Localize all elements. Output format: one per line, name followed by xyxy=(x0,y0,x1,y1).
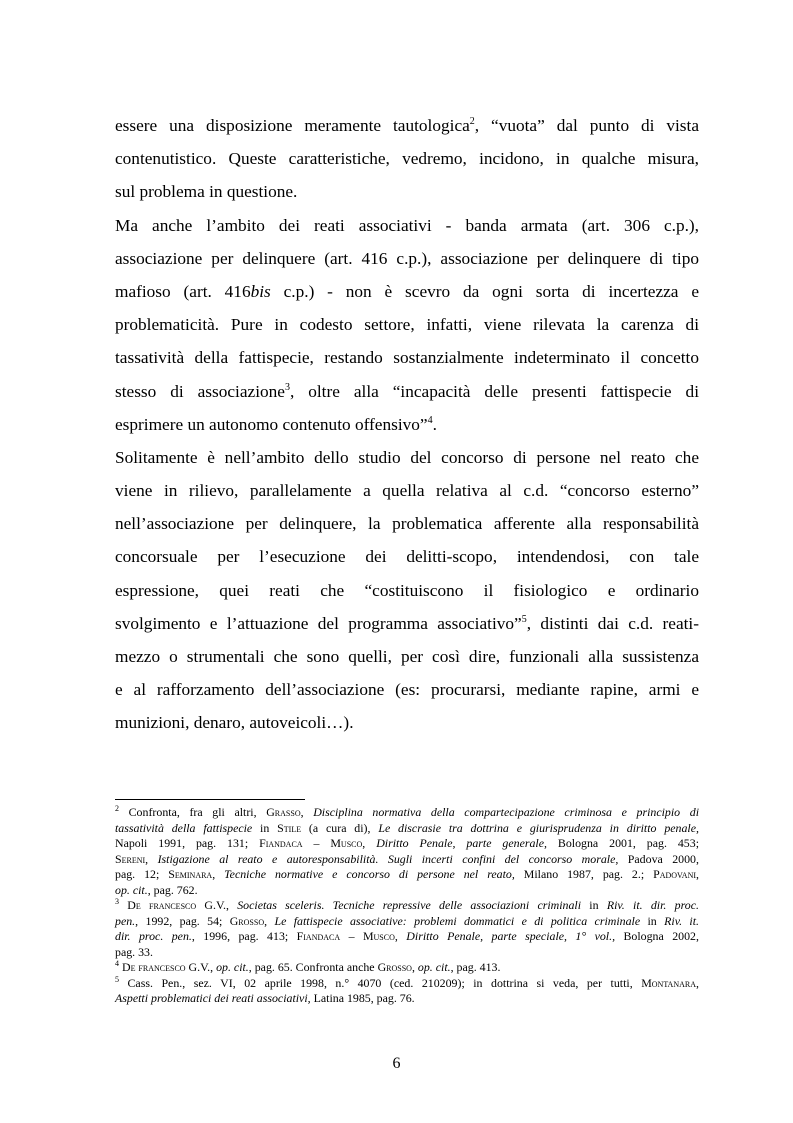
text-line xyxy=(115,109,699,142)
main-text xyxy=(115,109,699,740)
text-segment: in xyxy=(640,913,665,928)
text-segment: Tecniche normative e concorso di persone nel reato, xyxy=(224,867,515,881)
text-segment: dir. proc. pen. xyxy=(115,929,192,943)
text-segment: , xyxy=(362,836,377,850)
text-segment: , “vuota” dal punto di vista xyxy=(474,116,700,135)
text-segment: , xyxy=(145,851,158,866)
text-line xyxy=(115,275,699,308)
text-line xyxy=(115,175,699,208)
footnote-line xyxy=(115,991,699,1007)
footnote-line xyxy=(115,929,699,945)
text-segment: , pag. 413. xyxy=(450,960,501,974)
text-segment: , xyxy=(300,805,314,819)
footnote-marker: 2 xyxy=(115,804,119,814)
text-segment: Confronta, fra gli altri, xyxy=(119,805,267,819)
text-segment: De francesco xyxy=(127,898,197,912)
text-segment: Solitamente è nell’ambito dello studio del concorso di persone nel reato che xyxy=(115,447,699,467)
text-segment: Bologna 2001, pag. 453; xyxy=(546,836,699,850)
text-segment: svolgimento e l’attuazione del programma associativo” xyxy=(115,613,522,633)
text-segment: Grosso xyxy=(229,913,265,928)
text-segment: Stile xyxy=(277,820,302,835)
text-segment: Diritto Penale, parte speciale, 1° vol., xyxy=(406,929,616,943)
text-line xyxy=(115,706,699,739)
text-segment: , xyxy=(411,960,418,974)
text-line xyxy=(115,375,699,408)
text-segment: pag. 12; xyxy=(115,867,169,881)
text-segment: , xyxy=(696,975,699,990)
text-segment: Cass. Pen., sez. VI, 02 aprile 1998, n.° 4070 (ced. 210209); in dottrina si veda, per tutti, xyxy=(119,975,642,990)
text-segment: Grasso xyxy=(266,805,301,819)
text-segment: mezzo o strumentali che sono quelli, per così dire, funzionali alla sussistenza xyxy=(115,647,699,666)
text-segment: Latina 1985, pag. 76. xyxy=(310,991,415,1005)
text-line xyxy=(115,673,699,706)
text-segment: op. cit. xyxy=(216,960,249,974)
text-segment: stesso di associazione xyxy=(115,381,285,401)
text-segment: , pag. 65. Confronta anche xyxy=(248,960,378,974)
footnote-line xyxy=(115,821,699,837)
text-segment: in xyxy=(581,898,607,912)
text-line xyxy=(115,441,699,474)
text-line xyxy=(115,408,699,441)
text-line xyxy=(115,474,699,507)
text-segment: contenutistico. Queste caratteristiche, vedremo, incidono, in qualche misura, xyxy=(115,149,699,169)
footnote-marker: 2 xyxy=(469,116,475,128)
text-line xyxy=(115,574,699,607)
text-segment: Napoli 1991, pag. 131; xyxy=(115,836,260,850)
text-line xyxy=(115,640,699,673)
text-segment: Milano 1987, pag. 2.; xyxy=(514,867,654,881)
text-line xyxy=(115,308,699,341)
text-line xyxy=(115,142,699,175)
text-segment: Diritto Penale, parte generale, xyxy=(376,836,547,850)
text-segment: , 1992, pag. 54; xyxy=(135,913,230,928)
page-number: 6 xyxy=(392,1055,401,1072)
footnote-separator xyxy=(115,799,305,800)
footnotes xyxy=(115,805,699,1007)
text-segment: , xyxy=(394,929,407,943)
text-segment: (a cura di), xyxy=(301,820,379,835)
text-segment: Montanara xyxy=(641,975,697,990)
text-line xyxy=(115,507,699,540)
text-segment: Ma anche l’ambito dei reati associativi - banda armata (art. 306 c.p.), xyxy=(115,215,699,235)
text-segment: Istigazione al reato e autoresponsabilità. Sugli incerti confini del concorso morale, xyxy=(157,851,619,866)
text-segment: c.p.) - non è scevro da ogni sorta di incertezza e xyxy=(270,281,699,301)
text-segment: , pag. 762. xyxy=(147,882,198,897)
footnote-marker: 4 xyxy=(427,414,433,426)
text-segment: , distinti dai c.d. reati- xyxy=(526,613,699,633)
text-segment: Bologna 2002, xyxy=(615,929,699,943)
text-segment: associazione per delinquere (art. 416 c.p.), associazione per delinquere di tipo xyxy=(115,248,699,268)
text-segment: Riv. it. xyxy=(664,913,700,928)
footnote-marker: 5 xyxy=(115,974,119,984)
footnote-marker: 3 xyxy=(115,897,119,907)
footnote-marker: 5 xyxy=(521,614,527,626)
text-line xyxy=(115,341,699,374)
text-segment: sul problema in questione. xyxy=(115,182,298,202)
text-segment: Societas sceleris. Tecniche repressive delle associazioni criminali xyxy=(237,898,582,912)
text-line xyxy=(115,242,699,275)
text-segment: pen. xyxy=(115,913,136,928)
footnote-line xyxy=(115,836,699,852)
text-line xyxy=(115,209,699,242)
text-segment: G.V., xyxy=(196,898,238,912)
text-segment: Padovani xyxy=(653,867,697,881)
text-segment: Grosso xyxy=(377,960,412,974)
text-segment: . xyxy=(432,414,437,434)
text-segment: Seminara xyxy=(168,867,213,881)
footnote-line xyxy=(115,867,699,883)
footnote-line xyxy=(115,960,699,976)
text-segment: pag. 33. xyxy=(115,944,153,959)
text-segment: e al rafforzamento dell’associazione (es: procurarsi, mediante rapine, armi e xyxy=(115,680,699,700)
text-segment: mafioso (art. 416 xyxy=(115,281,251,301)
footnote-marker: 4 xyxy=(115,959,119,969)
text-segment: Fiandaca – Musco xyxy=(259,836,363,850)
footnote-marker: 3 xyxy=(284,381,290,393)
text-segment: De francesco xyxy=(121,960,186,974)
footnote-line xyxy=(115,976,699,992)
footnote-line xyxy=(115,898,699,914)
footnote-line xyxy=(115,805,699,821)
text-segment: in xyxy=(252,820,278,835)
text-segment: munizioni, denaro, autoveicoli…). xyxy=(115,713,354,733)
text-segment: tassatività della fattispecie, restando sostanzialmente indeterminato il concetto xyxy=(115,348,699,368)
text-segment: Fiandaca – Musco xyxy=(296,929,395,943)
text-segment: , xyxy=(264,913,275,928)
text-segment: Riv. it. dir. proc. xyxy=(606,898,699,912)
text-line xyxy=(115,607,699,640)
text-segment: , 1996, pag. 413; xyxy=(191,929,297,943)
text-segment: viene in rilievo, parallelamente a quella relativa al c.d. “concorso esterno” xyxy=(115,481,699,501)
text-segment: op. cit. xyxy=(115,882,148,897)
text-segment: essere una disposizione meramente tautologica xyxy=(115,116,470,135)
text-segment: Le fattispecie associative: problemi dommatici e di politica criminale xyxy=(274,913,641,928)
text-segment: esprimere un autonomo contenuto offensivo” xyxy=(115,414,428,434)
text-segment: Aspetti problematici dei reati associativi, xyxy=(115,991,311,1005)
text-segment: , oltre alla “incapacità delle presenti fattispecie di xyxy=(289,381,699,401)
footnote-line xyxy=(115,852,699,868)
text-segment: Le discrasie tra dottrina e giurisprudenza in diritto penale, xyxy=(378,820,699,835)
text-segment: problematicità. Pure in codesto settore, infatti, viene rilevata la carenza di xyxy=(115,315,699,335)
text-segment: espressione, quei reati che “costituiscono il fisiologico e ordinario xyxy=(115,580,699,600)
text-segment: Disciplina normativa della compartecipazione criminosa e principio di xyxy=(313,805,699,819)
text-segment: bis xyxy=(250,281,271,301)
text-segment: , xyxy=(696,867,700,881)
text-segment: nell’associazione per delinquere, la problematica afferente alla responsabilità xyxy=(115,514,699,534)
text-segment: concorsuale per l’esecuzione dei delitti-scopo, intendendosi, con tale xyxy=(115,547,699,567)
text-segment: , xyxy=(212,867,225,881)
footnote-line xyxy=(115,945,699,961)
text-line xyxy=(115,540,699,573)
footnote-line xyxy=(115,914,699,930)
text-segment: G.V., xyxy=(185,960,217,974)
text-segment: op. cit. xyxy=(417,960,451,974)
footnote-line xyxy=(115,883,699,899)
text-segment: Sereni xyxy=(115,851,146,866)
text-segment: Padova 2000, xyxy=(618,851,699,866)
text-segment: tassatività della fattispecie xyxy=(115,820,253,835)
